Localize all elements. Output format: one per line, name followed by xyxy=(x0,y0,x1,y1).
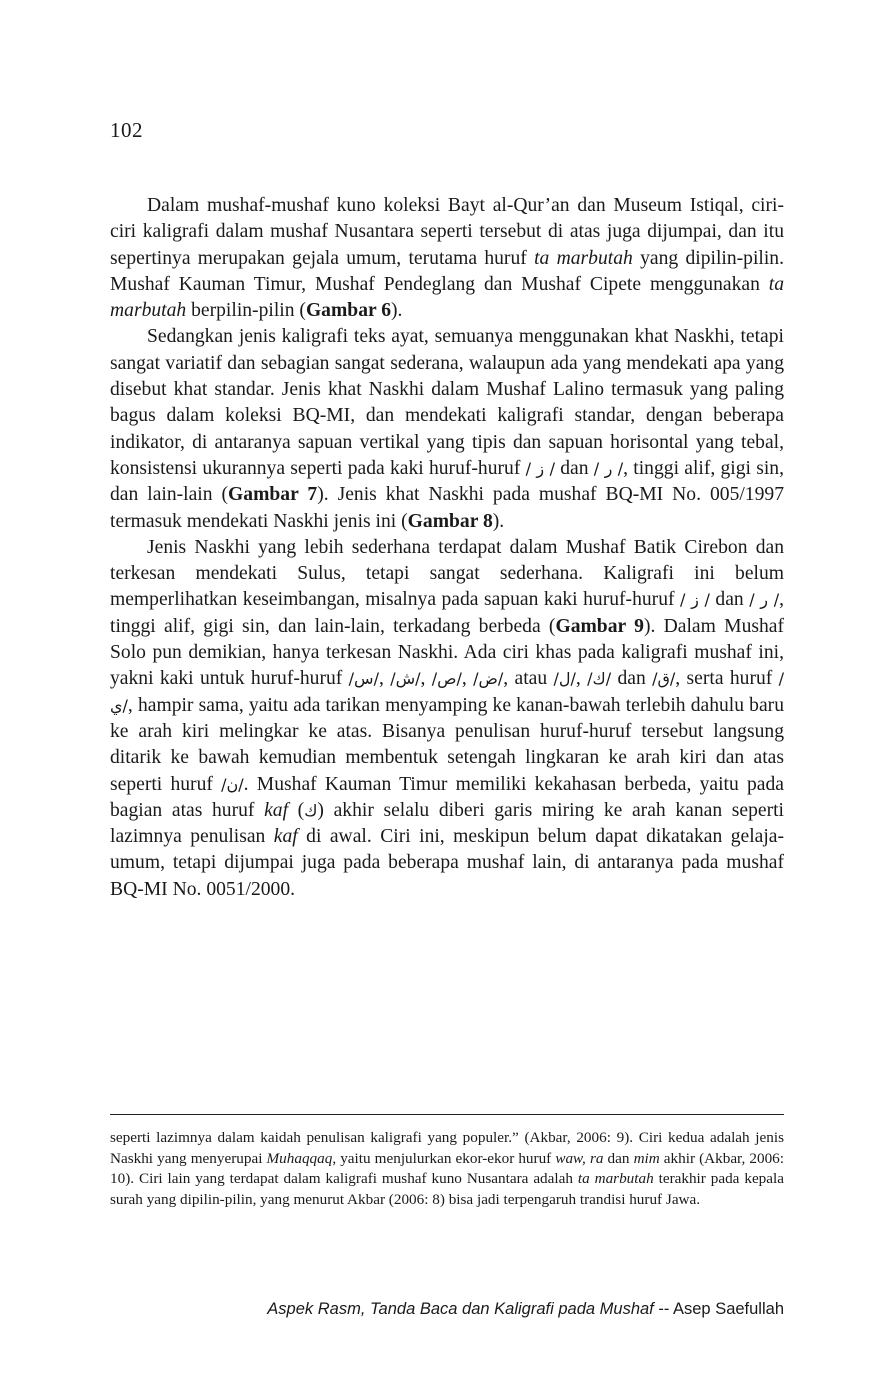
text-run: , yaitu menjulurkan ekor-ekor huruf xyxy=(332,1149,556,1167)
arabic-letter: /س/ xyxy=(348,669,379,689)
text-run: ). Dalam Mushaf Solo pun demikian, hanya terkesan Naskhi. Ada ciri khas pada kaligrafi mushaf ini, yakni kaki untuk huruf-huruf xyxy=(110,615,785,690)
text-run: ( xyxy=(288,799,305,821)
arabic-letter: /ل/ xyxy=(553,669,576,689)
text-run: , xyxy=(575,668,588,690)
arabic-letter: /ش/ xyxy=(390,669,421,689)
text-run: , atau xyxy=(503,668,554,690)
text-run: ) akhir selalu diberi garis miring ke arah kanan seperti lazimnya penulisan xyxy=(110,799,784,848)
text-run: Dalam mushaf-mushaf kuno koleksi Bayt al-Qur’an dan Museum Istiqal, ciri-ciri kaligrafi dalam mushaf Nusantara seperti tersebut di atas juga dijumpai, dan itu sepertinya merupakan gejala umum, terutama huruf xyxy=(110,195,784,269)
paragraph-2 xyxy=(110,324,784,534)
italic-term: waw, ra xyxy=(555,1149,604,1167)
text-run: ). xyxy=(391,300,403,322)
text-run: Jenis Naskhi yang lebih sederhana terdapat dalam Mushaf Batik Cirebon dan terkesan mendekati Sulus, tetapi sangat sederhana. Kaligrafi ini belum memperlihatkan keseimbangan, misalnya pada sapuan kaki huruf-huruf xyxy=(110,536,784,611)
paragraph-3 xyxy=(110,535,784,903)
italic-term: kaf xyxy=(264,799,289,821)
italic-term: ta marbutah xyxy=(577,1170,654,1187)
text-run: , hampir sama, yaitu ada tarikan menyamping ke kanan-bawah terlebih dahulu baru ke arah kiri melingkar ke atas. Bisanya penulisan huruf-huruf tersebut langsung ditarik ke bawah kemudian membentuk setengah lingkaran ke arah kiri dan atas seperti huruf xyxy=(110,694,784,795)
italic-term: mim xyxy=(633,1149,660,1167)
text-run: . Mushaf Kauman Timur memiliki kekahasan berbeda, yaitu pada bagian atas huruf xyxy=(110,773,784,821)
arabic-letter: /ص/ xyxy=(431,669,462,689)
paragraph-1 xyxy=(110,193,784,324)
figure-reference: Gambar 7 xyxy=(228,484,318,506)
text-run: , xyxy=(461,668,474,690)
text-run: seperti lazimnya dalam kaidah penulisan kaligrafi yang populer.” (Akbar, 2006: 9). Ciri kedua adalah jenis Naskhi yang menyerupai xyxy=(110,1129,784,1167)
arabic-letter: / ر / xyxy=(749,590,780,610)
text-run: , tinggi alif, gigi sin, dan lain-lain ( xyxy=(110,457,784,506)
italic-term: ta marbutah xyxy=(534,247,633,269)
arabic-letter: / ر / xyxy=(593,458,624,478)
figure-reference: Gambar 8 xyxy=(407,510,493,532)
footnote xyxy=(110,1128,784,1210)
text-run: dan xyxy=(709,589,750,611)
arabic-letter: ك xyxy=(304,800,318,820)
figure-reference: Gambar 9 xyxy=(555,615,644,637)
page-number: 102 xyxy=(110,118,143,142)
arabic-letter: /ن/ xyxy=(221,774,244,794)
text-run: dan xyxy=(554,457,594,479)
arabic-letter: /ق/ xyxy=(652,669,676,689)
arabic-letter: /ك/ xyxy=(587,669,612,689)
footer-author: Asep Saefullah xyxy=(673,1300,784,1318)
text-run: ). Jenis khat Naskhi pada mushaf BQ-MI No. 005/1997 termasuk mendekati Naskhi jenis ini ( xyxy=(110,484,784,532)
text-run: , serta huruf xyxy=(675,668,779,690)
footnote-divider xyxy=(110,1114,784,1115)
italic-term: ta marbutah xyxy=(110,273,784,322)
arabic-letter: / ز / xyxy=(680,590,710,610)
text-run: dan xyxy=(611,668,653,690)
italic-term: kaf xyxy=(273,826,298,848)
figure-reference: Gambar 6 xyxy=(305,300,392,322)
italic-term: Muhaqqaq xyxy=(266,1149,333,1167)
text-run: , tinggi alif, gigi sin, dan lain-lain, terkadang berbeda ( xyxy=(110,589,784,637)
text-run: dan xyxy=(603,1149,634,1167)
arabic-letter: /ض/ xyxy=(473,669,504,689)
text-run: yang dipilin-pilin. Mushaf Kauman Timur, Mushaf Pendeglang dan Mushaf Cipete menggunakan xyxy=(110,247,785,295)
text-run: , xyxy=(420,668,432,690)
footnote-text xyxy=(110,1128,784,1210)
text-run: terakhir pada kepala surah yang dipilin-pilin, yang menurut Akbar (2006: 8) bisa jadi terpengaruh trandisi huruf Jawa. xyxy=(110,1170,784,1208)
footer-book-title: Aspek Rasm, Tanda Baca dan Kaligrafi pada Mushaf xyxy=(267,1300,654,1318)
text-run: di awal. Ciri ini, meskipun belum dapat dikatakan gelaja-umum, tetapi dijumpai juga pada beberapa mushaf lain, di antaranya pada mushaf BQ-MI No. 0051/2000. xyxy=(110,826,784,900)
arabic-letter: /ي/ xyxy=(110,669,785,715)
text-run: ). xyxy=(492,510,505,532)
running-footer xyxy=(267,1300,784,1319)
body-text xyxy=(110,193,784,903)
text-run: akhir (Akbar, 2006: 10). Ciri lain yang terdapat dalam kaligrafi mushaf kuno Nusantara adalah xyxy=(110,1149,784,1187)
text-run: berpilin-pilin ( xyxy=(186,300,306,322)
arabic-letter: / ز / xyxy=(525,458,555,478)
footer-separator: -- xyxy=(653,1300,673,1318)
text-run: Sedangkan jenis kaligrafi teks ayat, semuanya menggunakan khat Naskhi, tetapi sangat variatif dan sebagian sangat sederana, walaupun ada yang mendekati apa yang disebut khat standar. Jenis khat Naskhi dalam Mushaf Lalino termasuk yang paling bagus dalam koleksi BQ-MI, dan mendekati kaligrafi standar, dengan beberapa indikator, di antaranya sapuan vertikal yang tipis dan sapuan horisontal yang tebal, konsistensi ukurannya seperti pada kaki huruf-huruf xyxy=(110,326,784,479)
text-run: , xyxy=(378,668,391,690)
